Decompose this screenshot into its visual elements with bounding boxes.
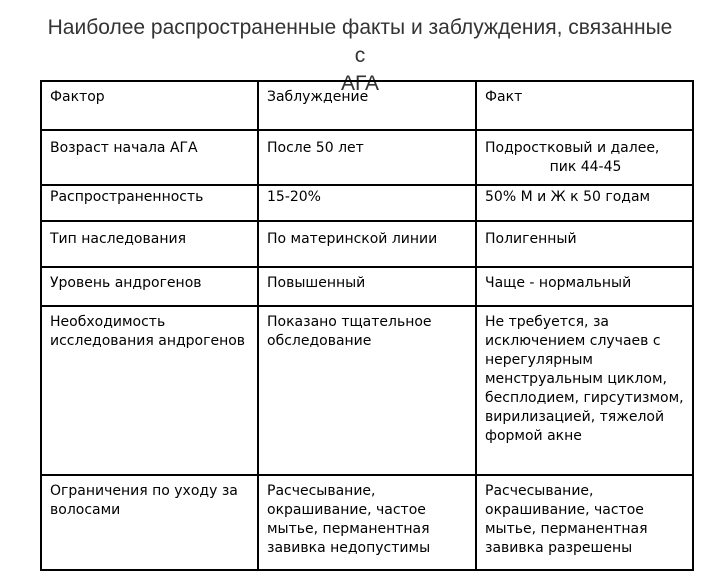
factor-cell: Необходимость исследования андрогенов xyxy=(41,306,258,475)
table-row xyxy=(41,306,693,475)
myth-cell: Повышенный xyxy=(258,267,476,306)
table-row xyxy=(41,130,693,185)
myth-cell: По материнской линии xyxy=(258,221,476,267)
header-fact: Факт xyxy=(476,81,693,130)
myth-cell: После 50 лет xyxy=(258,130,476,185)
factor-cell: Ограничения по уходу за волосами xyxy=(41,475,258,570)
fact-cell xyxy=(476,130,693,185)
table-row xyxy=(41,475,693,570)
fact-cell-line-1: Подростковый и далее, xyxy=(485,140,660,156)
factor-cell: Возраст начала АГА xyxy=(41,130,258,185)
table-row xyxy=(41,267,693,306)
myth-cell: 15-20% xyxy=(258,185,476,221)
header-row xyxy=(41,81,693,130)
table-row xyxy=(41,185,693,221)
myth-cell: Показано тщательное обследование xyxy=(258,306,476,475)
fact-cell: Полигенный xyxy=(476,221,693,267)
myth-cell: Расчесывание, окрашивание, частое мытье, перманентная завивка недопустимы xyxy=(258,475,476,570)
header-factor: Фактор xyxy=(41,81,258,130)
factor-cell: Уровень андрогенов xyxy=(41,267,258,306)
header-myth: Заблуждение xyxy=(258,81,476,130)
fact-cell: Расчесывание, окрашивание, частое мытье, перманентная завивка разрешены xyxy=(476,475,693,570)
facts-table xyxy=(40,80,694,571)
factor-cell: Распространенность xyxy=(41,185,258,221)
title-line-2: АГА xyxy=(341,72,379,95)
fact-cell: Чаще - нормальный xyxy=(476,267,693,306)
fact-cell: Не требуется, за исключением случаев с нерегулярным менструальным циклом, бесплодием, гирсутизмом, вирилизацией, тяжелой формой акне xyxy=(476,306,693,475)
table-row xyxy=(41,221,693,267)
fact-cell-line-2: пик 44-45 xyxy=(549,159,622,175)
factor-cell: Тип наследования xyxy=(41,221,258,267)
title-line-1: Наиболее распространенные факты и заблуждения, связанные с xyxy=(47,16,673,67)
fact-cell: 50% М и Ж к 50 годам xyxy=(476,185,693,221)
